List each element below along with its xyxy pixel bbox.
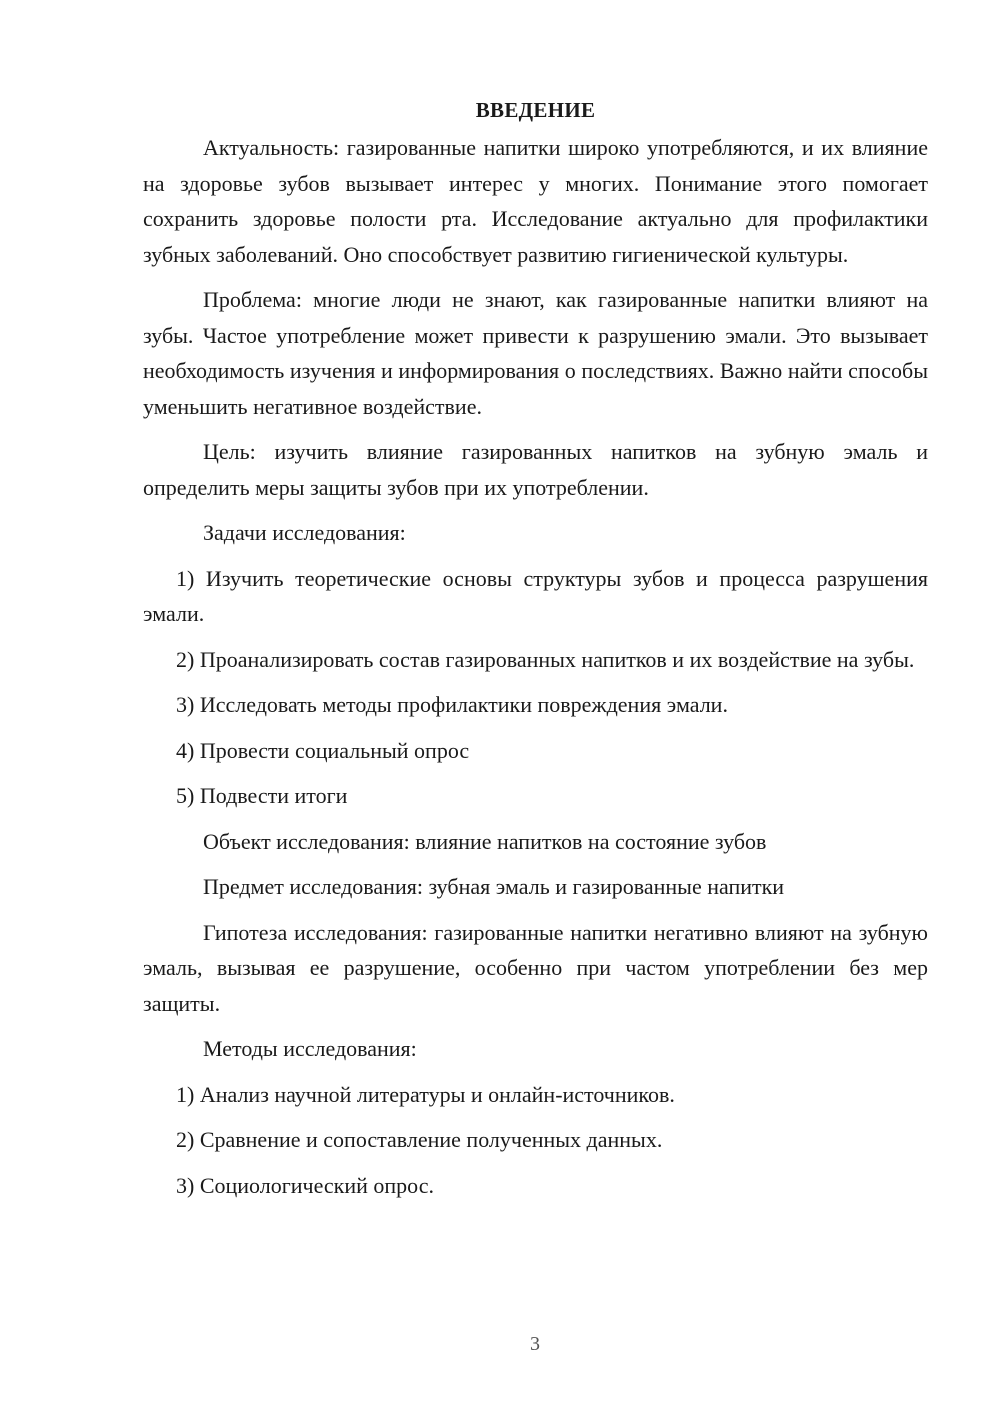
methods-heading: Методы исследования: xyxy=(203,1036,417,1061)
method-item-1: 1) Анализ научной литературы и онлайн-источников. xyxy=(176,1081,675,1107)
section-title: ВВЕДЕНИЕ xyxy=(475,98,596,122)
page-content xyxy=(143,92,928,1213)
task-item-3: 3) Исследовать методы профилактики повреждения эмали. xyxy=(176,692,728,717)
object-paragraph: Объект исследования: влияние напитков на состояние зубов xyxy=(203,828,767,854)
task-item-1: 1) Изучить теоретические основы структуры зубов и процесса разрушения эмали. xyxy=(143,565,928,626)
goal-paragraph: Цель: изучить влияние газированных напитков на зубную эмаль и определить меры защиты зубов при их употреблении. xyxy=(143,439,928,500)
method-item-2: 2) Сравнение и сопоставление полученных данных. xyxy=(176,1127,663,1152)
task-item-5: 5) Подвести итоги xyxy=(176,783,348,808)
subject-paragraph: Предмет исследования: зубная эмаль и газированные напитки xyxy=(203,874,785,899)
tasks-heading: Задачи исследования: xyxy=(203,520,406,545)
task-item-4: 4) Провести социальный опрос xyxy=(176,737,470,763)
problem-paragraph: Проблема: многие люди не знают, как газированные напитки влияют на зубы. Частое употребление может привести к разрушению эмали. Это вызывает необходимость изучения и информирования о последствиях. Важно найти способы уменьшить негативное воздействие. xyxy=(143,287,928,419)
method-item-3: 3) Социологический опрос. xyxy=(176,1172,434,1198)
page-number: 3 xyxy=(530,1333,540,1355)
hypothesis-paragraph: Гипотеза исследования: газированные напитки негативно влияют на зубную эмаль, вызывая ее разрушение, особенно при частом употреблении без мер защиты. xyxy=(143,919,928,1016)
relevance-paragraph: Актуальность: газированные напитки широко употребляются, и их влияние на здоровье зубов вызывает интерес у многих. Понимание этого помогает сохранить здоровье полости рта. Исследование актуально для профилактики зубных заболеваний. Оно способствует развитию гигиенической культуры. xyxy=(143,135,928,267)
task-item-2: 2) Проанализировать состав газированных напитков и их воздействие на зубы. xyxy=(176,646,915,672)
